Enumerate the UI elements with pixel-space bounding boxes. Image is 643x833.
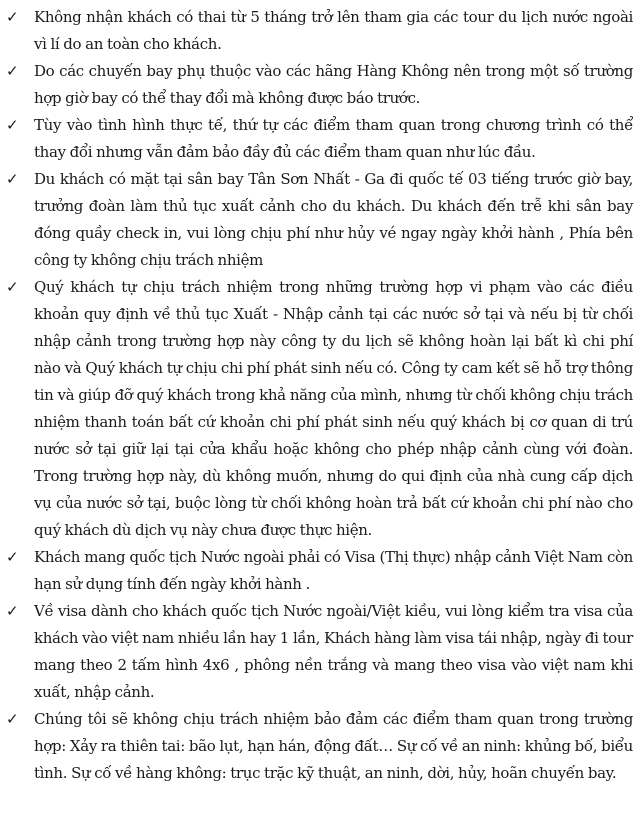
- checkmark-icon: ✓: [6, 62, 19, 80]
- list-item: [0, 4, 643, 58]
- checkmark-icon: ✓: [6, 602, 19, 620]
- checkmark-icon: ✓: [6, 278, 19, 296]
- list-item: [0, 706, 643, 787]
- list-item: [0, 166, 643, 274]
- checkmark-icon: ✓: [6, 548, 19, 566]
- list-item-text: Chúng tôi sẽ không chịu trách nhiệm bảo đảm các điểm tham quan trong trường hợp: Xảy ra thiên tai: bão lụt, hạn hán, động đất… Sự cố về an ninh: khủng bố, biểu tình. Sự cố về hàng không: trục trặc kỹ thuật, an ninh, dời, hủy, hoãn chuyến bay.: [34, 710, 633, 782]
- list-item: [0, 598, 643, 706]
- list-item-text: Không nhận khách có thai từ 5 tháng trở lên tham gia các tour du lịch nước ngoài vì lí do an toàn cho khách.: [34, 8, 633, 53]
- list-item: [0, 112, 643, 166]
- list-item-text: Tùy vào tình hình thực tế, thứ tự các điểm tham quan trong chương trình có thể thay đổi nhưng vẫn đảm bảo đầy đủ các điểm tham quan như lúc đầu.: [34, 116, 633, 161]
- list-item-text: Du khách có mặt tại sân bay Tân Sơn Nhất - Ga đi quốc tế 03 tiếng trước giờ bay, trưởng đoàn làm thủ tục xuất cảnh cho du khách. Du khách đến trễ khi sân bay đóng quầy check in, vui lòng chịu phí như hủy vé ngay ngày khởi hành , Phía bên công ty không chịu trách nhiệm: [34, 170, 633, 269]
- checkmark-icon: ✓: [6, 710, 19, 728]
- list-item: [0, 544, 643, 598]
- terms-list: [0, 4, 643, 787]
- list-item-text: Về visa dành cho khách quốc tịch Nước ngoài/Việt kiều, vui lòng kiểm tra visa của khách vào việt nam nhiều lần hay 1 lần, Khách hàng làm visa tái nhập, ngày đi tour mang theo 2 tấm hình 4x6 , phông nền trắng và mang theo visa vào việt nam khi xuất, nhập cảnh.: [34, 602, 633, 701]
- list-item-text: Do các chuyến bay phụ thuộc vào các hãng Hàng Không nên trong một số trường hợp giờ bay có thể thay đổi mà không được báo trước.: [34, 62, 633, 107]
- checkmark-icon: ✓: [6, 170, 19, 188]
- list-item-text: Khách mang quốc tịch Nước ngoài phải có Visa (Thị thực) nhập cảnh Việt Nam còn hạn sử dụng tính đến ngày khởi hành .: [34, 548, 633, 593]
- list-item-text: Quý khách tự chịu trách nhiệm trong những trường hợp vi phạm vào các điều khoản quy định về thủ tục Xuất - Nhập cảnh tại các nước sở tại và nếu bị từ chối nhập cảnh trong trường hợp này công ty du lịch sẽ không hoàn lại bất kì chi phí nào và Quý khách tự chịu chi phí phát sinh nếu có. Công ty cam kết sẽ hỗ trợ thông tin và giúp đỡ quý khách trong khả năng của mình, nhưng từ chối không chịu trách nhiệm thanh toán bất cứ khoản chi phí phát sinh nếu quý khách bị cơ quan di trú nước sở tại giữ lại tại cửa khẩu hoặc không cho phép nhập cảnh cùng với đoàn. Trong trường hợp này, dù không muốn, nhưng do qui định của nhà cung cấp dịch vụ của nước sở tại, buộc lòng từ chối không hoàn trả bất cứ khoản chi phí nào cho quý khách dù dịch vụ này chưa được thực hiện.: [34, 278, 633, 539]
- list-item: [0, 274, 643, 544]
- checkmark-icon: ✓: [6, 116, 19, 134]
- list-item: [0, 58, 643, 112]
- checkmark-icon: ✓: [6, 8, 19, 26]
